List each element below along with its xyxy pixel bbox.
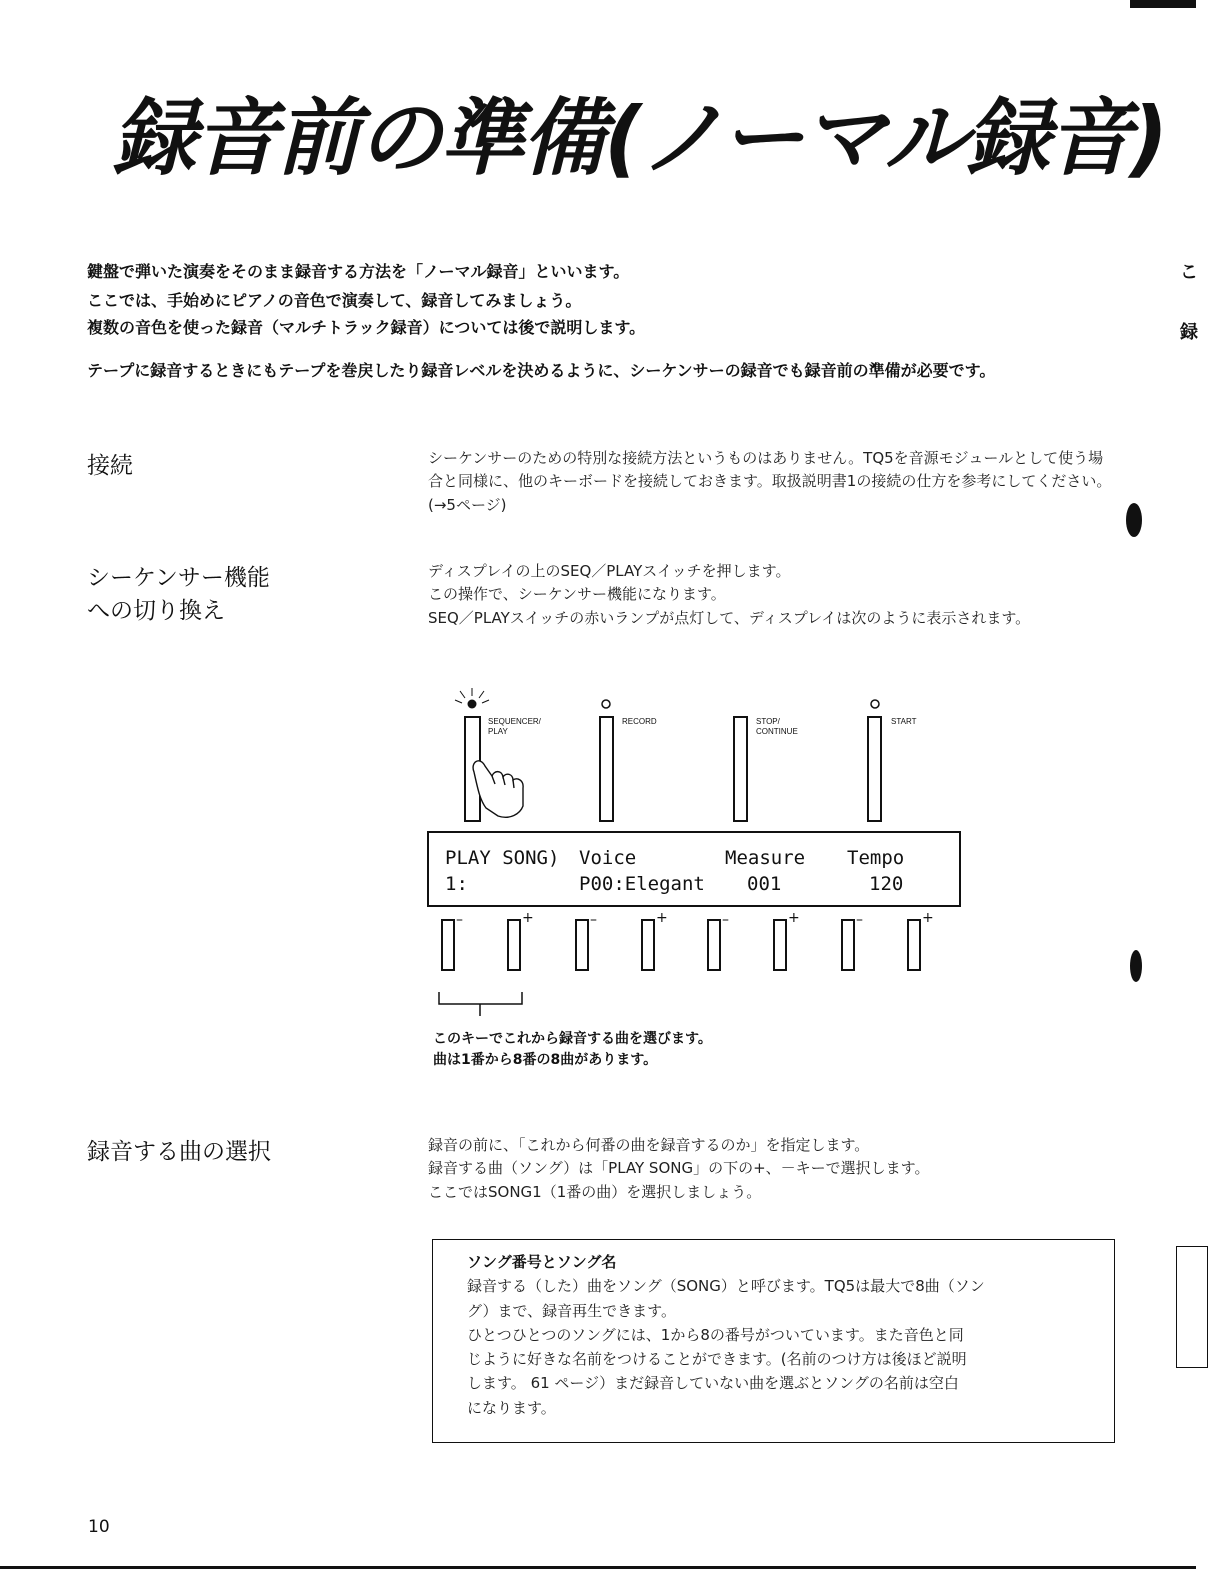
body-line: ここではSONG1（1番の曲）を選択しましょう。: [428, 1182, 762, 1201]
caption-line: このキーでこれから録音する曲を選びます。: [433, 1031, 712, 1047]
led-lit-icon: [455, 688, 489, 709]
body-line: ディスプレイの上のSEQ／PLAYスイッチを押します。: [428, 562, 791, 580]
section-body-switch: [428, 560, 1118, 630]
section-heading-connection: 接続: [87, 453, 133, 479]
panel-buttons-diagram: [440, 680, 960, 830]
lcd-display: [427, 831, 961, 907]
lcd-play-song: PLAY SONG): [445, 847, 560, 869]
section-heading-switch: [87, 562, 270, 629]
minus-key: [842, 920, 854, 970]
start-button: [868, 717, 881, 821]
lcd-voice-label: Voice: [579, 847, 637, 869]
edge-box-fragment: [1176, 1246, 1208, 1368]
key-plus-label: +: [656, 910, 668, 926]
lcd-tempo-label: Tempo: [847, 847, 905, 869]
minus-key: [442, 920, 454, 970]
note-line: になります。: [467, 1398, 556, 1417]
lcd-song-number: 1:: [445, 873, 468, 895]
section-body-song-select: [428, 1134, 1118, 1204]
binder-hole-mark: [1130, 950, 1142, 982]
button-label-sequencer-play: [488, 717, 541, 736]
lcd-voice-value: P00:Elegant: [579, 873, 705, 895]
binder-hole-mark: [1126, 503, 1142, 537]
intro-line: ここでは、手始めにピアノの音色で演奏して、録音してみましょう。: [87, 291, 582, 310]
diagram-caption: [433, 1029, 712, 1071]
key-minus-label: –: [856, 912, 863, 928]
button-label-stop-continue: [756, 717, 798, 736]
key-minus-label: –: [456, 912, 463, 928]
lcd-measure-value: 001: [747, 873, 782, 895]
note-line: 録音する（した）曲をソング（SONG）と呼びます。TQ5は最大で8曲（ソン: [467, 1277, 985, 1296]
button-label-record: RECORD: [622, 717, 657, 726]
lcd-tempo-value: 120: [869, 873, 904, 895]
label-line: STOP/: [756, 717, 780, 726]
note-box: [432, 1239, 1115, 1443]
body-line: 録音の前に、「これから何番の曲を録音するのか」を指定します。: [428, 1136, 870, 1154]
led-icon: [602, 700, 610, 708]
plus-key: [774, 920, 786, 970]
page-title: 録音前の準備(ノーマル録音): [112, 89, 1167, 187]
caption-line: 曲は1番から8番の8曲があります。: [433, 1052, 658, 1068]
plus-key: [908, 920, 920, 970]
plus-key: [508, 920, 520, 970]
label-line: PLAY: [488, 726, 508, 736]
body-line: 録音する曲（ソング）は「PLAY SONG」の下の+、－キーで選択します。: [428, 1159, 930, 1178]
lcd-keys-diagram: [430, 912, 950, 1012]
body-line: この操作で、シーケンサー機能になります。: [428, 585, 726, 604]
minus-key: [576, 920, 588, 970]
note-line: じように好きな名前をつけることができます。(名前のつけ方は後ほど説明: [467, 1350, 967, 1369]
corner-bar: [1130, 0, 1196, 8]
key-plus-label: +: [788, 910, 800, 926]
led-icon: [871, 700, 879, 708]
note-title: ソング番号とソング名: [467, 1253, 617, 1271]
section-heading-song-select: 録音する曲の選択: [87, 1139, 271, 1165]
minus-key: [708, 920, 720, 970]
body-line: SEQ／PLAYスイッチの赤いランプが点灯して、ディスプレイは次のように表示されます。: [428, 608, 1031, 627]
intro-line: 鍵盤で弾いた演奏をそのまま録音する方法を「ノーマル録音」といいます。: [87, 262, 630, 281]
label-line: CONTINUE: [756, 726, 798, 736]
heading-line: への切り換え: [87, 598, 225, 625]
key-plus-label: +: [922, 910, 934, 926]
key-minus-label: –: [590, 912, 597, 928]
key-minus-label: –: [722, 912, 729, 928]
label-line: SEQUENCER/: [488, 717, 541, 726]
note-line: します。 61 ページ）まだ録音していない曲を選ぶとソングの名前は空白: [467, 1374, 959, 1393]
note-line: ひとつひとつのソングには、1から8の番号がついています。また音色と同: [467, 1325, 964, 1344]
edge-char-1: こ: [1180, 262, 1198, 283]
intro-paragraph: テープに録音するときにもテープを巻戻したり録音レベルを決めるように、シーケンサーの録音でも録音前の準備が必要です。: [87, 361, 996, 380]
intro-line: 複数の音色を使った録音（マルチトラック録音）については後で説明します。: [87, 318, 646, 337]
bracket-line: [439, 992, 522, 1016]
record-button: [600, 717, 613, 821]
note-line: グ）まで、録音再生できます。: [467, 1301, 676, 1320]
edge-char-2: 録: [1180, 322, 1198, 343]
lcd-measure-label: Measure: [725, 847, 806, 869]
button-label-start: START: [891, 717, 917, 726]
bottom-rule: [0, 1566, 1196, 1569]
plus-key: [642, 920, 654, 970]
stop-continue-button: [734, 717, 747, 821]
key-plus-label: +: [522, 910, 534, 926]
page-number: 10: [88, 1517, 110, 1537]
section-body-connection: シーケンサーのための特別な接続方法というものはありません。TQ5を音源モジュールとして使う場合と同様に、他のキーボードを接続しておきます。取扱説明書1の接続の仕方を参考にしてください。(→5ページ): [428, 449, 1112, 514]
heading-line: シーケンサー機能: [87, 565, 270, 591]
